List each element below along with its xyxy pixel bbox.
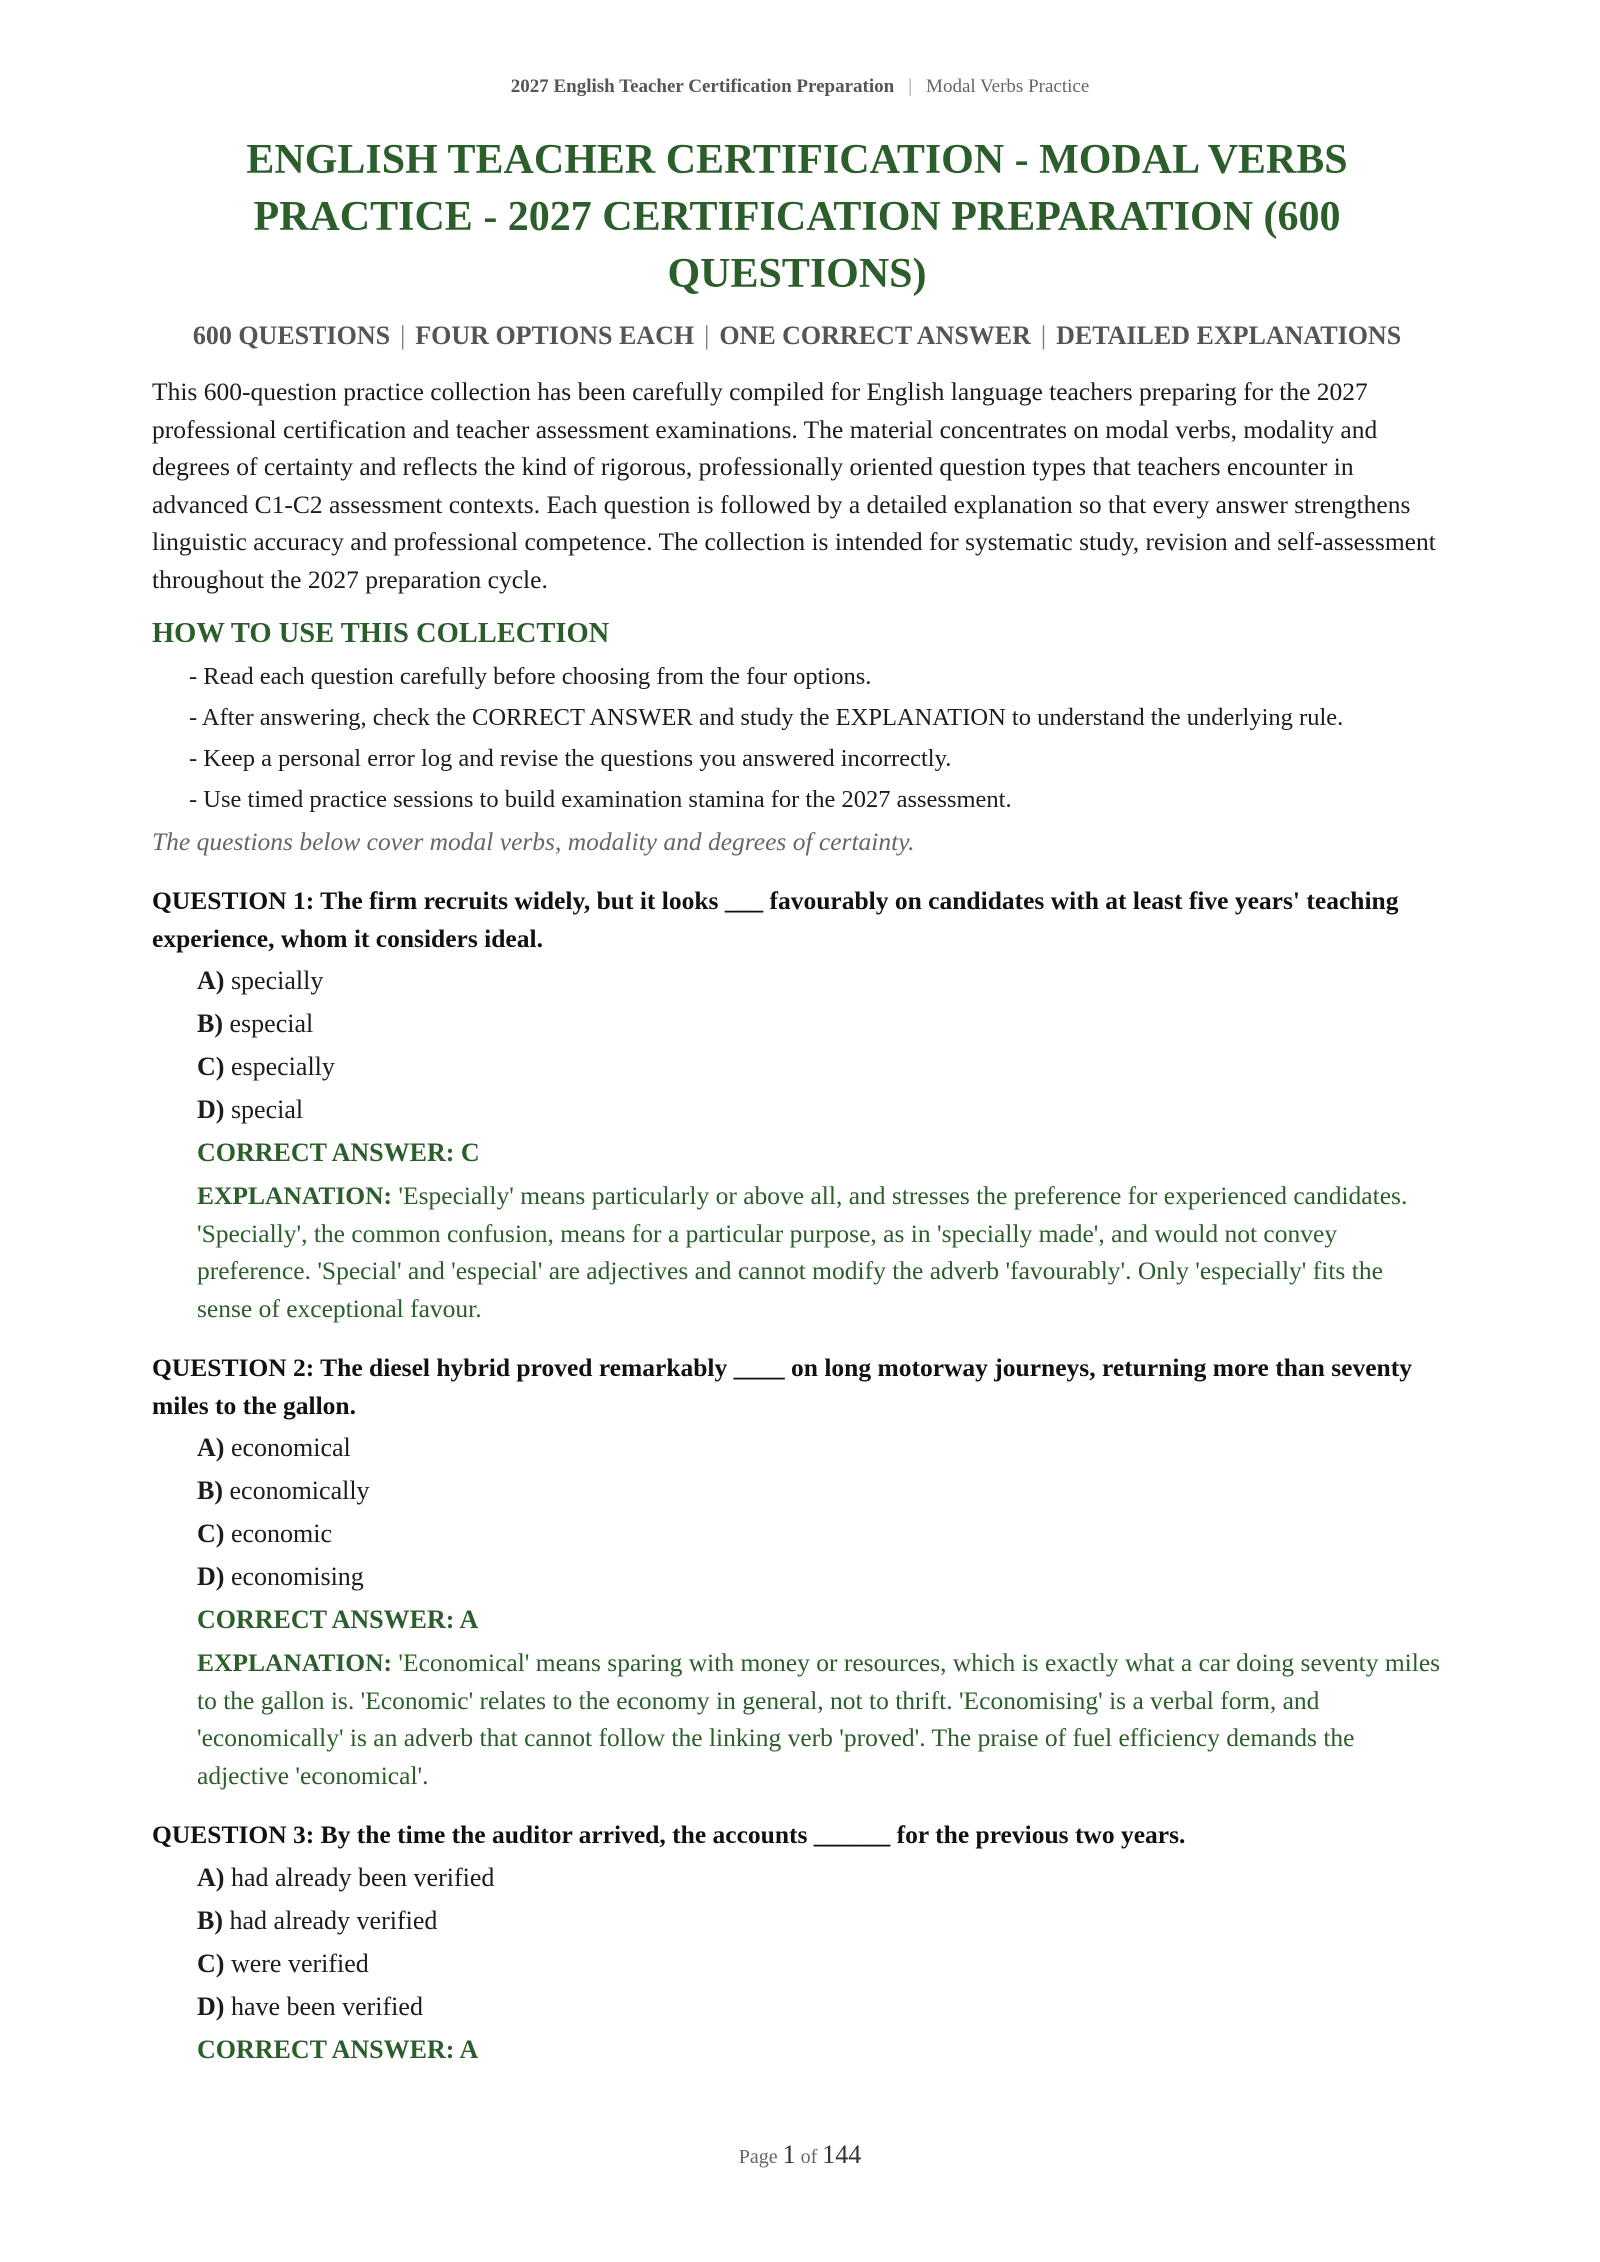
subtitle-item: FOUR OPTIONS EACH: [415, 321, 695, 350]
correct-answer: CORRECT ANSWER: A: [197, 2034, 479, 2064]
question-number: QUESTION 2:: [152, 1353, 315, 1382]
explanation-label: EXPLANATION:: [197, 1181, 393, 1210]
subtitle-separator: |: [1040, 321, 1047, 350]
option-item: [197, 963, 1442, 999]
question-block: [152, 882, 1442, 1327]
question-stem: The diesel hybrid proved remarkably ____ on long motorway journeys, returning more than seventy miles to the gallon.: [152, 1353, 1412, 1420]
option-letter: B): [197, 1905, 223, 1935]
page-content: [152, 132, 1442, 2090]
options-list: [152, 1430, 1442, 1595]
option-letter: B): [197, 1009, 223, 1038]
subtitle-separator: |: [704, 321, 710, 350]
instruction-item: - After answering, check the CORRECT ANSWER and study the EXPLANATION to understand the underlying rule.: [189, 704, 1344, 731]
option-item: [197, 1516, 1442, 1552]
question-text: [152, 1349, 1442, 1424]
explanation-label: EXPLANATION:: [197, 1648, 393, 1677]
question-stem: By the time the auditor arrived, the accounts ______ for the previous two years.: [320, 1820, 1186, 1849]
option-item: [197, 1473, 1442, 1509]
header-separator: |: [908, 76, 913, 97]
option-text: had already verified: [229, 1905, 438, 1935]
correct-answer: CORRECT ANSWER: A: [197, 1605, 479, 1634]
subtitle-item: 600 QUESTIONS: [192, 321, 391, 350]
option-letter: D): [197, 1095, 225, 1124]
option-letter: D): [197, 1562, 225, 1591]
option-item: [197, 1860, 1442, 1896]
option-item: [197, 1092, 1442, 1128]
options-list: [152, 1860, 1442, 2025]
question-number: QUESTION 1:: [152, 886, 315, 915]
intro-paragraph: This 600-question practice collection has been carefully compiled for English language teachers preparing for the 2027 professional certification and teacher assessment examinations. The material concentrates on modal verbs, modality and degrees of certainty and reflects the kind of rigorous, professionally oriented question types that teachers encounter in advanced C1-C2 assessment contexts. Each question is followed by a detailed explanation so that every answer strengthens linguistic accuracy and professional competence. The collection is intended for systematic study, revision and self-assessment throughout the 2027 preparation cycle.: [152, 377, 1436, 594]
option-letter: C): [197, 1519, 225, 1548]
page-footer: [0, 2140, 1600, 2170]
option-text: especial: [229, 1009, 314, 1038]
how-to-use-heading: HOW TO USE THIS COLLECTION: [152, 618, 610, 649]
explanation-text: 'Economical' means sparing with money or resources, which is exactly what a car doing seventy miles to the gallon is. 'Economic' relates to the economy in general, not to thrift. 'Economising' is a verbal form, and 'economically' is an adverb that cannot follow the linking verb 'proved'. The praise of fuel efficiency demands the adjective 'economical'.: [197, 1648, 1441, 1790]
option-text: were verified: [230, 1948, 369, 1978]
page-total: 144: [822, 2140, 862, 2169]
coverage-note: The questions below cover modal verbs, modality and degrees of certainty.: [152, 827, 915, 856]
subtitle-item: ONE CORRECT ANSWER: [719, 321, 1031, 350]
subtitle-item: DETAILED EXPLANATIONS: [1056, 321, 1402, 350]
option-text: special: [230, 1095, 304, 1124]
question-stem: The firm recruits widely, but it looks ___ favourably on candidates with at least five years' teaching experience, whom it considers ideal.: [152, 886, 1399, 953]
explanation: [152, 1644, 1442, 1794]
option-text: economically: [229, 1476, 370, 1505]
page-word: Page: [738, 2146, 778, 2168]
option-letter: A): [197, 1862, 225, 1892]
option-item: [197, 1559, 1442, 1595]
option-letter: A): [197, 966, 225, 995]
header-section-title: Modal Verbs Practice: [926, 76, 1090, 97]
question-block: [152, 1349, 1442, 1794]
instruction-item: - Read each question carefully before choosing from the four options.: [189, 663, 872, 690]
subtitle-separator: |: [400, 321, 406, 350]
document-title: ENGLISH TEACHER CERTIFICATION - MODAL VERBS PRACTICE - 2027 CERTIFICATION PREPARATION (600 QUESTIONS): [246, 137, 1348, 297]
option-text: economising: [230, 1562, 364, 1591]
question-block: [152, 1816, 1442, 2068]
option-item: [197, 1903, 1442, 1939]
instructions-list: [152, 660, 1442, 817]
option-item: [197, 1989, 1442, 2025]
option-item: [197, 1049, 1442, 1085]
of-word: of: [800, 2146, 818, 2168]
page-number: 1: [782, 2140, 796, 2169]
document-subtitle: [152, 321, 1442, 351]
header-series-title: 2027 English Teacher Certification Preparation: [510, 76, 895, 97]
option-item: [197, 1430, 1442, 1466]
instruction-item: - Use timed practice sessions to build examination stamina for the 2027 assessment.: [189, 786, 1012, 813]
correct-answer: CORRECT ANSWER: C: [197, 1138, 480, 1167]
option-text: specially: [230, 966, 324, 995]
option-item: [197, 1946, 1442, 1982]
explanation-text: 'Especially' means particularly or above all, and stresses the preference for experienced candidates. 'Specially', the common confusion, means for a particular purpose, as in 'specially made', and would not convey preference. 'Special' and 'especial' are adjectives and cannot modify the adverb 'favourably'. Only 'especially' fits the sense of exceptional favour.: [197, 1181, 1408, 1323]
option-letter: B): [197, 1476, 223, 1505]
instruction-item: - Keep a personal error log and revise the questions you answered incorrectly.: [189, 745, 952, 772]
option-letter: C): [197, 1948, 225, 1978]
option-text: economic: [230, 1519, 333, 1548]
option-item: [197, 1006, 1442, 1042]
running-header: [0, 76, 1600, 98]
option-text: economical: [230, 1433, 351, 1462]
question-text: [152, 1816, 1442, 1854]
option-letter: D): [197, 1991, 225, 2021]
option-text: had already been verified: [230, 1862, 495, 1892]
question-text: [152, 882, 1442, 957]
option-letter: A): [197, 1433, 225, 1462]
options-list: [152, 963, 1442, 1128]
option-text: especially: [230, 1052, 335, 1081]
option-letter: C): [197, 1052, 225, 1081]
question-number: QUESTION 3:: [152, 1820, 315, 1849]
option-text: have been verified: [230, 1991, 423, 2021]
explanation: [152, 1177, 1442, 1327]
